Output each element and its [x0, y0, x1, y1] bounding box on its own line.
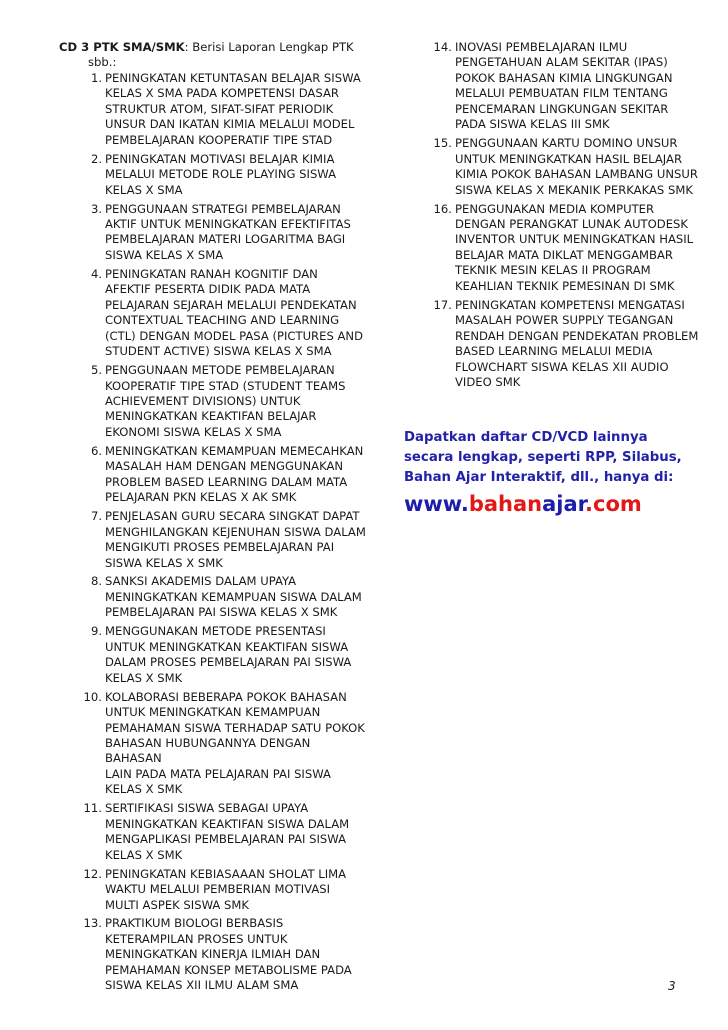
item-text-line: PEMBELAJARAN MATERI LOGARITMA BAGI [105, 232, 346, 247]
item-text-line: UNTUK MENINGKATKAN KEMAMPUAN [105, 705, 321, 720]
item-text-line: MENGAPLIKASI PEMBELAJARAN PAI SISWA [105, 832, 347, 847]
item-text-line: SISWA KELAS X MEKANIK PERKAKAS SMK [455, 182, 693, 197]
item-text-line: PRAKTIKUM BIOLOGI BERBASIS [105, 916, 284, 931]
url-ajar: ajar [542, 492, 586, 516]
page-number: 3 [668, 979, 676, 993]
item-text-line: SANKSI AKADEMIS DALAM UPAYA [105, 574, 297, 589]
promo-url-link[interactable] [404, 491, 704, 517]
item-text-line: STRUKTUR ATOM, SIFAT-SIFAT PERIODIK [105, 101, 334, 116]
header-description-cont: sbb.: [88, 55, 117, 70]
item-text [102, 202, 369, 264]
item-text-line: PEMAHAMAN KONSEP METABOLISME PADA [105, 962, 352, 977]
item-text-line: MENINGKATKAN KEMAMPUAN MEMECAHKAN [105, 443, 364, 458]
ptk-list-right [430, 40, 710, 390]
item-number: 1. [90, 70, 102, 85]
item-text-line: UNSUR DAN IKATAN KIMIA MELALUI MODEL [105, 117, 355, 132]
list-item [59, 801, 369, 863]
section-header [59, 40, 369, 71]
list-item [59, 152, 369, 198]
item-text-line: KIMIA POKOK BAHASAN LAMBANG UNSUR [455, 167, 698, 182]
item-text-line: MASALAH POWER SUPPLY TEGANGAN [455, 313, 674, 328]
item-text-line: MENGGUNAKAN METODE PRESENTASI [105, 624, 326, 639]
item-text-line: VIDEO SMK [455, 375, 521, 390]
item-text-line: KELAS X SMK [105, 670, 183, 685]
item-text-line: BASED LEARNING MELALUI MEDIA [455, 344, 653, 359]
item-text-line: MASALAH HAM DENGAN MENGGUNAKAN [105, 459, 344, 474]
url-bahan: bahan [468, 492, 543, 516]
item-text-line: (CTL) DENGAN MODEL PASA (PICTURES AND [105, 328, 364, 343]
promo-line-1: Dapatkan daftar CD/VCD lainnya [404, 430, 648, 445]
item-text [102, 444, 369, 506]
list-item [59, 267, 369, 360]
item-text-line: UNTUK MENINGKATKAN KEAKTIFAN SISWA [105, 639, 349, 654]
item-text-line: KETERAMPILAN PROSES UNTUK [105, 931, 288, 946]
item-text-line: FLOWCHART SISWA KELAS XII AUDIO [455, 359, 669, 374]
list-item [59, 916, 369, 993]
item-text-line: PEMAHAMAN SISWA TERHADAP SATU POKOK [105, 720, 365, 735]
item-text-line: MENINGKATKAN KEMAMPUAN SISWA DALAM [105, 589, 362, 604]
item-text-line: PEMBELAJARAN KOOPERATIF TIPE STAD [105, 132, 333, 147]
item-text [452, 298, 710, 391]
item-text-line: RENDAH DENGAN PENDEKATAN PROBLEM [455, 328, 699, 343]
item-text-line: PELAJARAN SEJARAH MELALUI PENDEKATAN [105, 297, 357, 312]
item-text-line: KELAS X SMA PADA KOMPETENSI DASAR [105, 86, 339, 101]
left-column [59, 40, 369, 994]
item-text [102, 690, 369, 798]
item-text-line: PENCEMARAN LINGKUNGAN SEKITAR [455, 101, 669, 116]
item-number: 10. [83, 689, 102, 704]
item-number: 5. [90, 363, 102, 378]
item-text [452, 136, 710, 198]
item-text-line: WAKTU MELALUI PEMBERIAN MOTIVASI [105, 882, 331, 897]
item-text-line: MENINGKATKAN KINERJA ILMIAH DAN [105, 947, 321, 962]
item-text-line: EKONOMI SISWA KELAS X SMA [105, 424, 282, 439]
item-text-line: SISWA KELAS X SMK [105, 555, 223, 570]
item-text-line: SISWA KELAS X SMA [105, 247, 224, 262]
item-number: 15. [433, 136, 452, 151]
item-number: 11. [83, 801, 102, 816]
header-description: : Berisi Laporan Lengkap PTK [184, 40, 354, 54]
item-text-line: PENINGKATAN KETUNTASAN BELAJAR SISWA [105, 70, 361, 85]
item-text-line: PENJELASAN GURU SECARA SINGKAT DAPAT [105, 509, 360, 524]
item-text-line: KELAS X SMK [105, 782, 183, 797]
item-text-line: CONTEXTUAL TEACHING AND LEARNING [105, 313, 340, 328]
item-number: 7. [90, 509, 102, 524]
list-item [59, 624, 369, 686]
item-number: 2. [90, 151, 102, 166]
right-column [430, 40, 710, 390]
item-text-line: AKTIF UNTUK MENINGKATKAN EFEKTIFITAS [105, 216, 351, 231]
item-text-line: PADA SISWA KELAS III SMK [455, 117, 610, 132]
list-item [59, 71, 369, 148]
item-number: 13. [83, 916, 102, 931]
item-text [102, 363, 369, 440]
item-text-line: KELAS X SMK [105, 847, 183, 862]
list-item [59, 363, 369, 440]
promo-line-2: secara lengkap, seperti RPP, Silabus, [404, 450, 682, 465]
item-text-line: PENGGUNAAN METODE PEMBELAJARAN [105, 363, 335, 378]
item-text [102, 267, 369, 360]
item-text-line: PENINGKATAN KOMPETENSI MENGATASI [455, 297, 685, 312]
item-text-line: AFEKTIF PESERTA DIDIK PADA MATA [105, 282, 311, 297]
list-item [430, 298, 710, 391]
item-text-line: KEAHLIAN TEKNIK PEMESINAN DI SMK [455, 278, 675, 293]
url-com: .com [585, 492, 642, 516]
item-number: 12. [83, 866, 102, 881]
item-text-line: DALAM PROSES PEMBELAJARAN PAI SISWA [105, 655, 352, 670]
item-text-line: PENINGKATAN RANAH KOGNITIF DAN [105, 266, 318, 281]
item-text-line: TEKNIK MESIN KELAS II PROGRAM [455, 263, 651, 278]
item-text [102, 916, 369, 993]
item-number: 9. [90, 624, 102, 639]
item-text-line: PENGGUNAAN KARTU DOMINO UNSUR [455, 136, 678, 151]
list-item [430, 40, 710, 133]
item-text-line: MENINGKATKAN KEAKTIFAN SISWA DALAM [105, 816, 350, 831]
item-text-line: MENGIKUTI PROSES PEMBELAJARAN PAI [105, 540, 335, 555]
item-text [102, 801, 369, 863]
item-text-line: PENGGUNAAN STRATEGI PEMBELAJARAN [105, 201, 341, 216]
item-text-line: DENGAN PERANGKAT LUNAK AUTODESK [455, 216, 688, 231]
item-text-line: SERTIFIKASI SISWA SEBAGAI UPAYA [105, 801, 309, 816]
item-number: 8. [90, 574, 102, 589]
item-text-line: KOLABORASI BEBERAPA POKOK BAHASAN [105, 689, 347, 704]
url-www: www. [404, 492, 469, 516]
list-item [59, 509, 369, 571]
item-text-line: UNTUK MENINGKATKAN HASIL BELAJAR [455, 151, 683, 166]
item-text-line: BELAJAR MATA DIKLAT MENGGAMBAR [455, 247, 673, 262]
promo-line-3: Bahan Ajar Interaktif, dll., hanya di: [404, 470, 674, 485]
item-text-line: MELALUI PEMBUATAN FILM TENTANG [455, 86, 668, 101]
item-text-line: PROBLEM BASED LEARNING DALAM MATA [105, 474, 348, 489]
item-text-line: PENGETAHUAN ALAM SEKITAR (IPAS) [455, 55, 668, 70]
item-text [452, 40, 710, 133]
item-text-line: KOOPERATIF TIPE STAD (STUDENT TEAMS [105, 378, 346, 393]
list-item [430, 202, 710, 295]
item-text-line: LAIN PADA MATA PELAJARAN PAI SISWA [105, 766, 331, 781]
item-text-line: PEMBELAJARAN PAI SISWA KELAS X SMK [105, 605, 338, 620]
ptk-list-left [59, 71, 369, 994]
item-text-line: PELAJARAN PKN KELAS X AK SMK [105, 490, 297, 505]
item-text [102, 574, 369, 620]
item-number: 14. [433, 40, 452, 54]
item-text-line: MENINGKATKAN KEAKTIFAN BELAJAR [105, 409, 317, 424]
item-text [102, 152, 369, 198]
item-text-line: INVENTOR UNTUK MENINGKATKAN HASIL [455, 232, 694, 247]
item-text-line: POKOK BAHASAN KIMIA LINGKUNGAN [455, 70, 673, 85]
item-text-line: SISWA KELAS XII ILMU ALAM SMA [105, 978, 299, 993]
item-text [102, 867, 369, 913]
item-number: 3. [90, 201, 102, 216]
item-text-line: STUDENT ACTIVE) SISWA KELAS X SMA [105, 344, 332, 359]
item-text-line: BAHASAN HUBUNGANNYA DENGAN BAHASAN [105, 735, 311, 766]
item-text-line: MULTI ASPEK SISWA SMK [105, 897, 249, 912]
list-item [430, 136, 710, 198]
item-number: 4. [90, 266, 102, 281]
item-text-line: MELALUI METODE ROLE PLAYING SISWA [105, 167, 337, 182]
item-text [102, 71, 369, 148]
list-item [59, 202, 369, 264]
item-number: 17. [433, 297, 452, 312]
item-text [102, 509, 369, 571]
header-line-1 [59, 40, 369, 55]
item-text-line: PENINGKATAN KEBIASAAAN SHOLAT LIMA [105, 866, 347, 881]
header-title: CD 3 PTK SMA/SMK [59, 40, 185, 54]
item-text-line: PENINGKATAN MOTIVASI BELAJAR KIMIA [105, 151, 335, 166]
list-item [59, 574, 369, 620]
item-text-line: INOVASI PEMBELAJARAN ILMU [455, 40, 628, 54]
item-text [452, 202, 710, 295]
item-text-line: KELAS X SMA [105, 182, 183, 197]
item-text [102, 624, 369, 686]
promo-block [404, 428, 704, 517]
list-item [59, 690, 369, 798]
item-number: 16. [433, 201, 452, 216]
item-text-line: MENGHILANGKAN KEJENUHAN SISWA DALAM [105, 524, 366, 539]
item-text-line: PENGGUNAKAN MEDIA KOMPUTER [455, 201, 655, 216]
list-item [59, 867, 369, 913]
item-number: 6. [90, 443, 102, 458]
item-text-line: ACHIEVEMENT DIVISIONS) UNTUK [105, 393, 301, 408]
list-item [59, 444, 369, 506]
